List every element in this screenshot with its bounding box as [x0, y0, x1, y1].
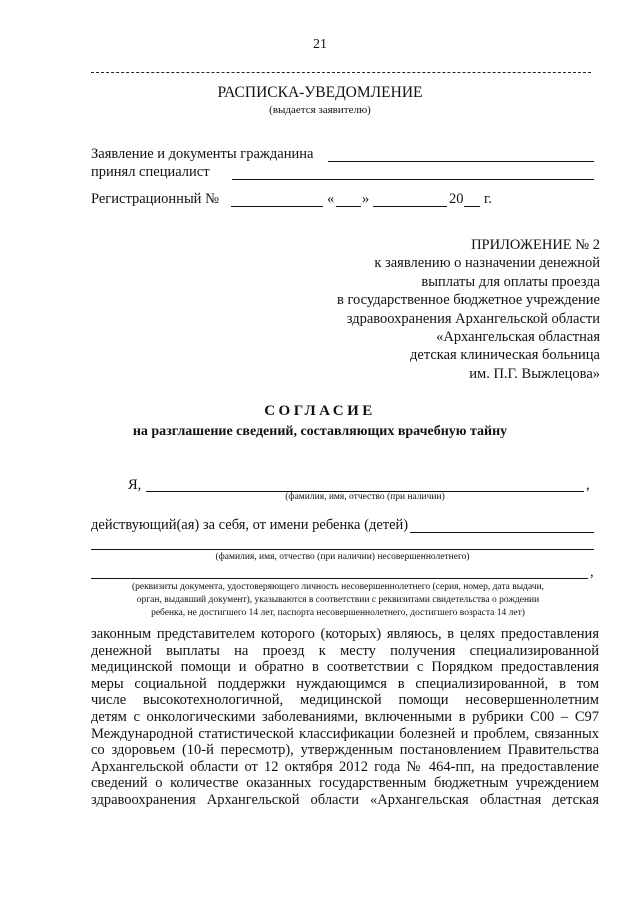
body-line: Архангельской области от 12 октября 2012 года № 464-пп, на предоставление: [91, 758, 599, 775]
registration-year-prefix: 20: [449, 191, 464, 207]
registration-month-field[interactable]: [373, 206, 447, 207]
appendix-line: ПРИЛОЖЕНИЕ № 2: [471, 237, 600, 253]
body-line: медицинской помощи и обратно в соответствии с Порядком предоставления: [91, 659, 599, 676]
minor-document-hint: [98, 581, 578, 621]
appendix-line: им. П.Г. Выжлецова»: [469, 365, 600, 382]
consent-title: СОГЛАСИЕ: [264, 403, 376, 419]
body-line: здравоохранения Архангельской области «Архангельская областная детская: [91, 791, 599, 808]
registration-number-label: Регистрационный №: [91, 191, 219, 207]
minor-document-line-end: ,: [590, 564, 594, 580]
body-line: числе высокотехнологичной, медицинской помощи несовершеннолетним: [91, 692, 599, 709]
body-line: законным представителем которого (которых) являюсь, в целях предоставления: [91, 626, 599, 642]
appendix-line: здравоохранения Архангельской области: [346, 310, 600, 327]
registration-day-field[interactable]: [336, 206, 361, 207]
acting-on-behalf-label: действующий(ая) за себя, от имени ребенка (детей): [91, 517, 409, 533]
child-name-field-2[interactable]: [91, 549, 594, 550]
appendix-line: детская клиническая больница: [410, 347, 600, 364]
hint-line: (реквизиты документа, удостоверяющего личность несовершеннолетнего (серия, номер, дата выдачи,: [131, 582, 545, 592]
registration-year-field[interactable]: [464, 206, 480, 207]
minor-name-hint: (фамилия, имя, отчество (при наличии) несовершеннолетнего): [215, 552, 470, 562]
receipt-line-documents-label: Заявление и документы гражданина: [91, 146, 314, 162]
appendix-line: к заявлению о назначении денежной: [374, 255, 600, 272]
body-line: Международной статистической классификации болезней и проблем, связанных: [91, 725, 599, 742]
minor-document-field[interactable]: [91, 578, 588, 579]
specialist-name-field[interactable]: [232, 179, 594, 180]
receipt-line-specialist-label: принял специалист: [91, 164, 210, 180]
consent-body-paragraph: [91, 626, 599, 809]
appendix-line: выплаты для оплаты проезда: [421, 273, 600, 290]
date-quote-open: «: [327, 191, 335, 207]
applicant-prefix: Я,: [128, 477, 142, 493]
body-line: денежной выплаты на проезд к месту получения специализированной: [91, 642, 599, 659]
cut-line: [91, 72, 591, 73]
citizen-name-field[interactable]: [328, 161, 594, 162]
appendix-line: в государственное бюджетное учреждение: [336, 292, 600, 309]
hint-line: орган, выдавший документ), указываются в соответствии с реквизитами свидетельства о рождении: [136, 595, 540, 606]
date-quote-close: »: [362, 191, 370, 207]
appendix-header: [310, 236, 600, 383]
body-line: меры социальной поддержки нуждающимся в специализированной, в том: [91, 675, 599, 692]
receipt-title: РАСПИСКА-УВЕДОМЛЕНИЕ: [217, 84, 423, 101]
appendix-line: «Архангельская областная: [436, 329, 600, 346]
applicant-name-hint: (фамилия, имя, отчество (при наличии): [285, 492, 445, 502]
registration-year-suffix: г.: [484, 191, 492, 207]
body-line: детям с онкологическими заболеваниями, включенными в рубрики С00 – С97: [91, 708, 599, 725]
consent-subtitle: на разглашение сведений, составляющих врачебную тайну: [132, 424, 508, 439]
body-line: сведений о количестве оказанных государственным бюджетным учреждением: [91, 775, 599, 792]
receipt-subtitle: (выдается заявителю): [269, 104, 371, 116]
child-name-field-1[interactable]: [410, 532, 594, 533]
page-number: 21: [313, 37, 327, 52]
applicant-line-end: ,: [586, 477, 590, 493]
body-line: со здоровьем (10-й пересмотр), утвержденным постановлением Правительства: [91, 742, 599, 759]
hint-line: ребенка, не достигшего 14 лет, паспорта несовершеннолетнего, достигшего возраста 14 лет): [151, 608, 525, 619]
registration-number-field[interactable]: [231, 206, 323, 207]
